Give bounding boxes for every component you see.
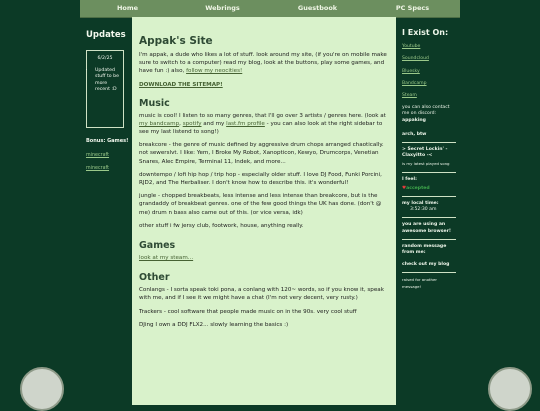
update-list [90, 68, 120, 93]
jungle-paragraph: jungle - chopped breakbeats, less intense and less intense than breakcore, but is the grandaddy of breakbeat genres. one of the few good things the UK has done. (don't @ me) drum n bass also came out of this. (or vice versa, idk) [139, 193, 382, 216]
conlangs-paragraph: Conlangs - I sorta speak toki pona, a conlang with 120~ words, so if you know it, speak with me, and if I see it we might have a chat (I'm not very decent, very rusty.) [139, 287, 384, 302]
music-text-c: and my [201, 120, 227, 127]
raised-note[interactable]: raised for another message! [402, 277, 437, 289]
browser-note: you are using an awesome browser! [402, 222, 452, 234]
divider [402, 196, 456, 197]
decorative-stamp-image [488, 367, 532, 411]
divider [402, 217, 456, 218]
right-sidebar [402, 30, 456, 290]
nav-pc-specs[interactable]: PC Specs [395, 4, 430, 12]
lastfm-link[interactable]: last.fm profile [226, 120, 265, 127]
sitemap-link[interactable]: DOWNLOAD THE SITEMAP! [139, 81, 223, 88]
breakcore-paragraph: breakcore - the genre of music defined by aggressive drum chops arranged chaotically. not sewerslvt. I like: Yem, I Broke My Robot, Xanopticon, Kewyo, Drumcorps, Venetian Snares, Alec Empire, Terminal 11, Indek, and more... [139, 142, 384, 165]
feel-value: accepted [406, 185, 430, 191]
music-text-a: music is cool! I listen to so many genres, that I'll go over 3 artists / genres here. (look at [139, 112, 386, 119]
left-sidebar [86, 30, 132, 171]
discord-handle: appaking [402, 117, 426, 123]
game-link-1[interactable]: minecraft [86, 153, 110, 158]
random-label: random message from me: [402, 243, 447, 256]
games-heading: Games [139, 240, 176, 252]
feel-status [402, 186, 456, 192]
arch-note: arch, btw [402, 131, 427, 137]
page-title: Appak's Site [139, 35, 213, 47]
nav-webrings[interactable]: Webrings [205, 4, 240, 12]
latest-song [402, 147, 456, 159]
heart-icon: ♥ [402, 185, 407, 191]
divider [402, 239, 456, 240]
top-nav [80, 0, 460, 18]
nav-home[interactable]: Home [116, 4, 139, 12]
contact-text: you can also contact me on discord: [402, 105, 450, 117]
divider [402, 142, 456, 143]
steam-paragraph [139, 254, 389, 262]
updates-box [86, 50, 124, 128]
feel-label: I feel: [402, 176, 417, 182]
song-prefix: > [402, 147, 408, 153]
bandcamp-link[interactable]: my bandcamp [139, 120, 180, 127]
time-label: my local time: [402, 201, 439, 207]
steam-social-link[interactable]: Steam [402, 93, 417, 99]
divider [402, 272, 456, 273]
djing-paragraph: DJing I own a DDJ FLX2... slowly learning the basics :) [139, 321, 289, 328]
divider [402, 172, 456, 173]
local-time: 3:52:30 am [410, 207, 437, 213]
exist-on-title: I Exist On: [402, 28, 449, 37]
update-item: • Updated stuff to be more recent :D [95, 68, 120, 93]
downtempo-paragraph: downtempo / lofi hip hop / trip hop - especially older stuff. I love DJ Food, Funki Porcini, RJD2, and The Herbaliser. I don't know how to describe this. it's wonderful! [139, 171, 382, 187]
bonus-title: Bonus: Games! [86, 138, 129, 144]
song-note: is my latest played song [402, 161, 450, 167]
other-heading: Other [139, 272, 170, 284]
music-heading: Music [139, 97, 170, 109]
nav-guestbook[interactable]: Guestbook [297, 4, 338, 12]
intro-text: I'm appak, a dude who likes a lot of stuff. look around my site, (if you're on mobile make sure to switch to a computer) read my blog, look at the buttons, play some games, and have fun :) also, [139, 52, 387, 75]
music-text-b: , [179, 120, 183, 127]
bluesky-link[interactable]: Bluesky [402, 68, 420, 74]
intro-paragraph [139, 51, 389, 76]
youtube-link[interactable]: Youtube [402, 44, 421, 50]
updates-title: Updates [86, 30, 126, 40]
update-date: 6/2/25 [97, 56, 113, 61]
soundcloud-link[interactable]: Soundcloud [402, 56, 429, 62]
decorative-stamp-image [20, 367, 64, 411]
music-paragraph [139, 112, 389, 137]
follow-neocities-link[interactable]: follow my neocities! [186, 68, 243, 75]
discord-contact [402, 105, 456, 124]
trackers-paragraph: Trackers - cool software that people made music on in the 90s. very cool stuff [139, 308, 357, 315]
other-music-paragraph: other stuff i fw jersy club, footwork, house, anything really. [139, 222, 304, 229]
random-message: check out my blog [402, 262, 450, 268]
song-title: Secret Lockin' - Claxyitto -< [402, 147, 448, 159]
music-text-d: - you can also look at the right sidebar to see my last listend to song!) [139, 120, 383, 136]
spotify-link[interactable]: spotify [182, 120, 202, 127]
steam-link[interactable]: look at my steam... [139, 255, 194, 262]
game-link-2[interactable]: minecraft [86, 166, 110, 171]
bandcamp-social-link[interactable]: Bandcamp [402, 80, 427, 86]
main-content [132, 17, 396, 405]
